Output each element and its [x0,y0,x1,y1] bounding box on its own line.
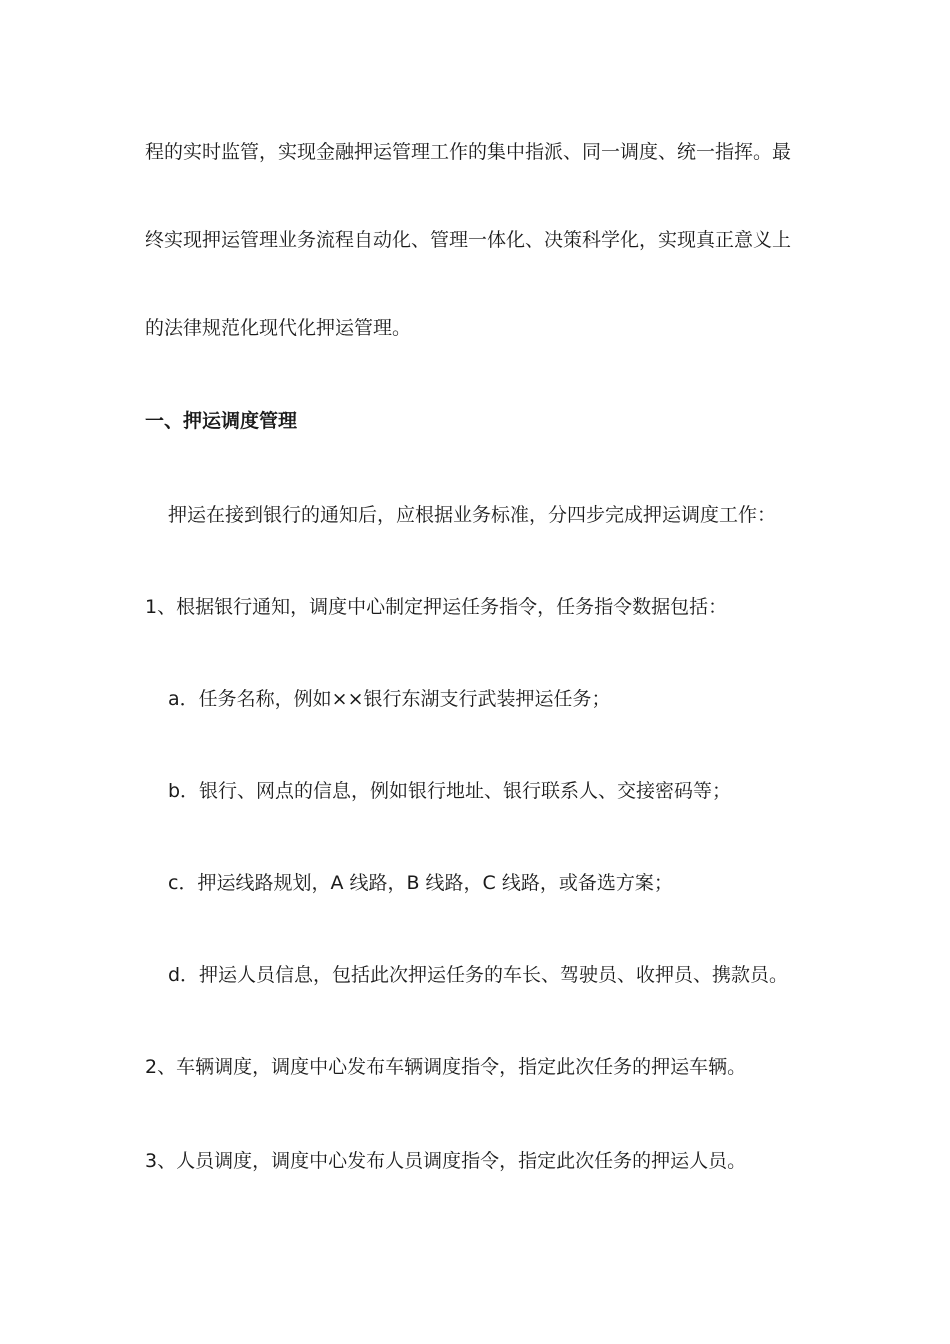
paragraph-line: 终实现押运管理业务流程自动化、管理一体化、决策科学化，实现真正意义上 [145,229,792,251]
section-intro: 押运在接到银行的通知后，应根据业务标准，分四步完成押运调度工作： [168,504,777,526]
list-item-d: d．押运人员信息，包括此次押运任务的车长、驾驶员、收押员、携款员。 [168,964,789,986]
step-1: 1、根据银行通知，调度中心制定押运任务指令，任务指令数据包括： [145,596,728,618]
paragraph-line: 程的实时监管，实现金融押运管理工作的集中指派、同一调度、统一指挥。最 [145,141,792,163]
list-item-c: c．押运线路规划，A 线路，B 线路，C 线路，或备选方案； [168,872,673,894]
step-3: 3、人员调度，调度中心发布人员调度指令，指定此次任务的押运人员。 [145,1150,747,1172]
step-2: 2、车辆调度，调度中心发布车辆调度指令，指定此次任务的押运车辆。 [145,1056,747,1078]
list-item-b: b．银行、网点的信息，例如银行地址、银行联系人、交接密码等； [168,780,732,802]
list-item-a: a．任务名称，例如××银行东湖支行武装押运任务； [168,688,611,710]
paragraph-line: 的法律规范化现代化押运管理。 [145,317,412,339]
section-heading: 一、押运调度管理 [145,410,298,432]
